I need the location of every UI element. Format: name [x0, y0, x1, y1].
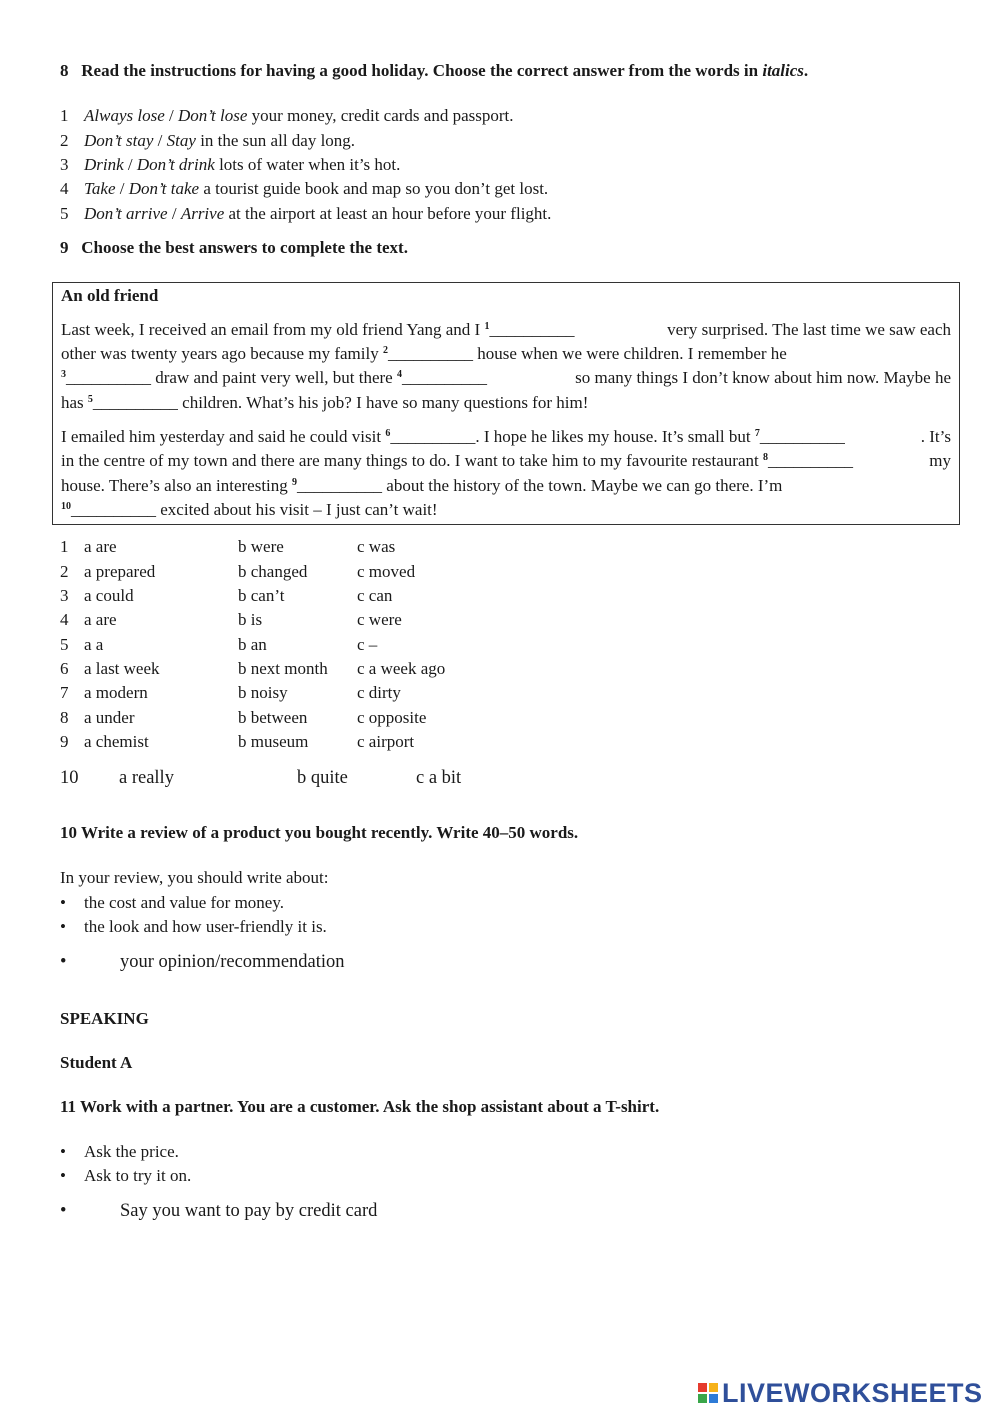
story-line: I emailed him yesterday and said he could visit $^6$__________. I hope he likes my house. It’s small but $^7$__________ . It’s: [61, 427, 951, 446]
option-a[interactable]: a are: [84, 537, 117, 556]
exercise-9-heading: 9 Choose the best answers to complete the text.: [60, 238, 408, 257]
option-number: 7: [60, 683, 69, 702]
gap-blank[interactable]: __________: [401, 368, 487, 387]
exercise-10-heading: 10 Write a review of a product you bought recently. Write 40–50 words.: [60, 823, 579, 842]
speaking-title: SPEAKING: [60, 1009, 149, 1028]
exercise-11-heading: 11 Work with a partner. You are a customer. Ask the shop assistant about a T-shirt.: [60, 1097, 660, 1116]
instruction-text: Read the instructions for having a good holiday. Choose the correct answer from the words in: [81, 61, 759, 80]
option-b[interactable]: b changed: [238, 562, 308, 581]
option-c[interactable]: c a bit: [416, 768, 462, 788]
story-line: $^3$__________ draw and paint very well, but there $^4$__________ so many things I don’t know about him now. Maybe he: [61, 368, 951, 387]
gap-blank[interactable]: __________: [387, 344, 473, 363]
instruction-italic: italics: [762, 61, 804, 80]
logo-square: [698, 1394, 707, 1403]
story-line: $^{10}$__________ excited about his visit – I just can’t wait!: [61, 500, 438, 519]
gap-blank[interactable]: __________: [66, 368, 151, 387]
liveworksheets-logo-icon: [698, 1383, 718, 1403]
logo-square: [709, 1394, 718, 1403]
option-b[interactable]: b were: [238, 537, 284, 556]
option-a[interactable]: a a: [84, 635, 104, 654]
option-number: 4: [60, 610, 69, 629]
liveworksheets-logo[interactable]: [698, 1376, 983, 1410]
option-c[interactable]: c –: [357, 635, 378, 654]
option-a[interactable]: a chemist: [84, 732, 149, 751]
gap-number: 5: [87, 394, 93, 405]
story-box: [52, 282, 960, 525]
choice-option[interactable]: Don’t lose: [177, 106, 248, 125]
speaking-point: • Ask the price.: [60, 1142, 179, 1161]
exercise-8-item: 4 Take / Don’t take a tourist guide book and map so you don’t get lost.: [60, 179, 549, 198]
option-a[interactable]: a could: [84, 586, 134, 605]
exercise-number: 8: [60, 61, 69, 80]
option-c[interactable]: c airport: [357, 732, 415, 751]
option-number: 8: [60, 708, 69, 727]
option-c[interactable]: c were: [357, 610, 402, 629]
option-a[interactable]: a really: [119, 768, 174, 788]
choice-option[interactable]: Arrive: [180, 204, 225, 223]
gap-number: 8: [763, 452, 768, 463]
option-number: 5: [60, 635, 69, 654]
review-point: • the cost and value for money.: [60, 893, 284, 912]
exercise-8-item: 1 Always lose / Don’t lose your money, credit cards and passport.: [60, 106, 514, 125]
option-a[interactable]: a are: [84, 610, 117, 629]
gap-blank[interactable]: __________: [297, 476, 383, 495]
option-number: 2: [60, 562, 69, 581]
story-line: in the centre of my town and there are many things to do. I want to take him to my favourite restaurant $^8$__________ my: [61, 451, 951, 470]
gap-number: 3: [61, 369, 66, 380]
choice-option[interactable]: Stay: [166, 131, 196, 150]
exercise-8-item: 2 Don’t stay / Stay in the sun all day long.: [60, 131, 356, 150]
gap-blank[interactable]: __________: [768, 451, 853, 470]
gap-number: 2: [382, 345, 388, 356]
option-c[interactable]: c dirty: [357, 683, 401, 702]
logo-square: [709, 1383, 718, 1392]
speaking-point: • Say you want to pay by credit card: [60, 1201, 378, 1221]
option-number: 3: [60, 586, 69, 605]
option-number: 10: [60, 768, 79, 788]
gap-number: 7: [754, 428, 760, 439]
option-b[interactable]: b museum: [238, 732, 309, 751]
option-a[interactable]: a last week: [84, 659, 160, 678]
gap-number: 6: [385, 428, 391, 439]
gap-blank[interactable]: __________: [92, 393, 178, 412]
option-number: 1: [60, 537, 69, 556]
choice-option[interactable]: Don’t take: [128, 179, 200, 198]
option-number: 6: [60, 659, 69, 678]
option-a[interactable]: a modern: [84, 683, 148, 702]
logo-square: [698, 1383, 707, 1392]
option-b[interactable]: b an: [238, 635, 267, 654]
story-line: house. There’s also an interesting $^9$__________ about the history of the town. Maybe we can go there. I’m: [61, 476, 783, 495]
story-line: other was twenty years ago because my family $^2$__________ house when we were children. I remember he: [61, 344, 787, 363]
choice-option[interactable]: Don’t stay: [84, 131, 154, 150]
choice-option[interactable]: Always lose: [84, 106, 165, 125]
choice-option[interactable]: Don’t arrive: [84, 204, 168, 223]
option-b[interactable]: b is: [238, 610, 263, 629]
option-c[interactable]: c was: [357, 537, 396, 556]
story-title: An old friend: [61, 286, 159, 305]
gap-number: 10: [61, 501, 71, 512]
logo-text: LIVEWORKSHEETS: [722, 1377, 983, 1408]
choice-option[interactable]: Drink: [84, 155, 124, 174]
review-point: • your opinion/recommendation: [60, 952, 345, 972]
option-c[interactable]: c a week ago: [357, 659, 446, 678]
option-c[interactable]: c opposite: [357, 708, 427, 727]
option-c[interactable]: c can: [357, 586, 393, 605]
review-point: • the look and how user-friendly it is.: [60, 917, 327, 936]
story-line: has $^5$__________ children. What’s his job? I have so many questions for him!: [61, 393, 589, 412]
gap-blank[interactable]: __________: [390, 427, 476, 446]
choice-option[interactable]: Don’t drink: [136, 155, 215, 174]
gap-number: 1: [484, 321, 490, 332]
option-b[interactable]: b between: [238, 708, 308, 727]
option-number: 9: [60, 732, 69, 751]
story-line: Last week, I received an email from my old friend Yang and I $^1$__________ very surprised. The last time we saw each: [61, 320, 951, 339]
review-intro: In your review, you should write about:: [60, 868, 329, 887]
gap-number: 4: [396, 369, 402, 380]
gap-blank[interactable]: __________: [71, 500, 156, 519]
option-b[interactable]: b quite: [297, 768, 348, 788]
option-c[interactable]: c moved: [357, 562, 416, 581]
gap-blank[interactable]: __________: [489, 320, 575, 339]
exercise-8-item: 3 Drink / Don’t drink lots of water when it’s hot.: [60, 155, 401, 174]
exercise-8-heading: 8 Read the instructions for having a good holiday. Choose the correct answer from the words in italics.: [60, 61, 809, 80]
speaking-point: • Ask to try it on.: [60, 1166, 192, 1185]
option-b[interactable]: b noisy: [238, 683, 288, 702]
option-b[interactable]: b can’t: [238, 586, 285, 605]
option-b[interactable]: b next month: [238, 659, 328, 678]
gap-number: 9: [292, 477, 298, 488]
student-label: Student A: [60, 1053, 133, 1072]
option-a[interactable]: a under: [84, 708, 135, 727]
choice-option[interactable]: Take: [84, 179, 116, 198]
exercise-8-item: 5 Don’t arrive / Arrive at the airport at least an hour before your flight.: [60, 204, 552, 223]
gap-blank[interactable]: __________: [759, 427, 845, 446]
option-a[interactable]: a prepared: [84, 562, 156, 581]
